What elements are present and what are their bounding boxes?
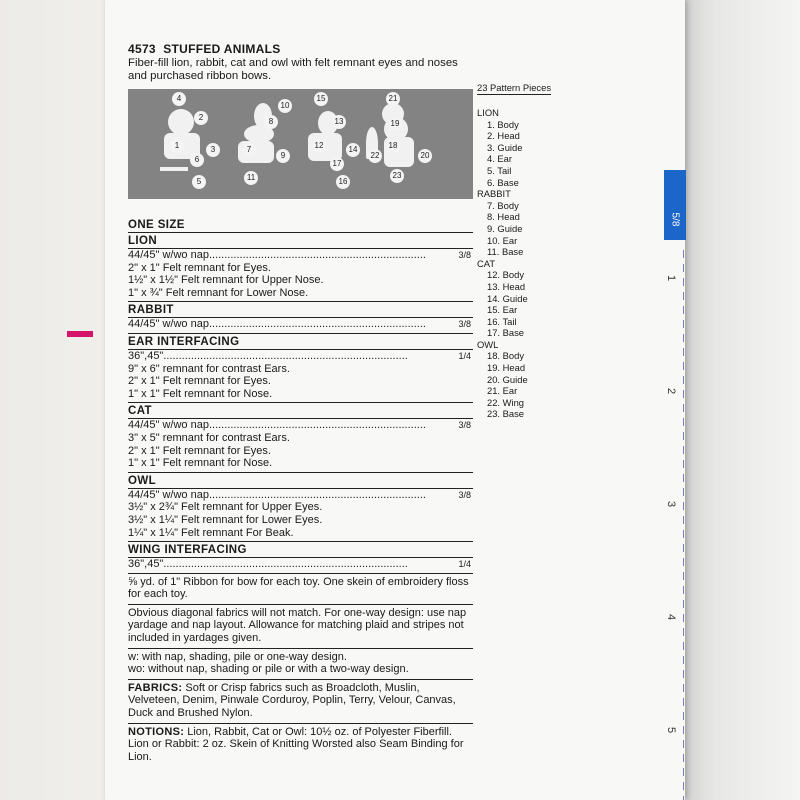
piece-number: 2 <box>194 111 208 125</box>
piece-number: 11 <box>244 171 258 185</box>
cat-line: 44/45" w/wo nap....................................................................... 3/8 <box>128 419 471 432</box>
ruler-tick-line <box>683 250 684 800</box>
pattern-piece-item: 16. Tail <box>487 315 517 327</box>
piece-number: 16 <box>336 175 350 189</box>
owl-line: 44/45" w/wo nap....................................................................... 3/8 <box>128 488 471 501</box>
fabrics-text: Soft or Crisp fabrics such as Broadcloth, Muslin, Velveteen, Denim, Pinwale Corduroy, Poplin, Terry, Velour, Canvas, Duck and Brushed Nylon. <box>128 681 456 720</box>
piece-number: 14 <box>346 143 360 157</box>
pattern-piece-item: 4. Ear <box>487 153 513 165</box>
pattern-pieces-title: 23 Pattern Pieces <box>477 82 552 93</box>
cat-line: 1" x 1" Felt remnant for Nose. <box>128 457 273 470</box>
pattern-number: 4573 <box>128 42 156 56</box>
pattern-piece-item: 1. Body <box>487 118 519 130</box>
cat-block <box>128 419 473 472</box>
piece-number: 21 <box>386 92 400 106</box>
pattern-piece-item: 23. Base <box>487 408 525 420</box>
pattern-group-heading: LION <box>477 107 499 118</box>
lion-line: 1" x ¾" Felt remnant for Lower Nose. <box>128 286 309 299</box>
piece-number: 18 <box>386 139 400 153</box>
lion-block <box>128 249 473 302</box>
blue-ruler-tab <box>664 170 686 240</box>
pattern-piece-item: 15. Ear <box>487 304 518 316</box>
background-left <box>0 0 110 800</box>
ruler-number: 1 <box>665 274 678 282</box>
pattern-piece-item: 6. Base <box>487 176 519 188</box>
ear-interfacing-line: 9" x 6" remnant for contrast Ears. <box>128 362 290 375</box>
pattern-piece-item: 22. Wing <box>487 396 524 408</box>
nap-notes <box>128 649 473 680</box>
owl-line: 3½" x 1¼" Felt remnant for Lower Eyes. <box>128 513 323 526</box>
ruler-number: 3 <box>665 500 678 508</box>
pattern-piece-item: 9. Guide <box>487 222 523 234</box>
piece-number: 22 <box>368 149 382 163</box>
ear-interfacing-line: 1" x 1" Felt remnant for Nose. <box>128 387 273 400</box>
pattern-title: STUFFED ANIMALS <box>163 42 281 56</box>
notions-section <box>128 724 473 767</box>
diagonal-fabric-note: Obvious diagonal fabrics will not match. For one-way design: use nap yardage and nap layout. Allowance for matching plaid and stripes not included in yardages given. <box>128 605 473 649</box>
piece-number: 12 <box>312 139 326 153</box>
piece-number: 13 <box>332 115 346 129</box>
ruler-tab-label: 5/8 <box>669 212 681 227</box>
pattern-pieces-column <box>477 78 597 420</box>
size-heading: ONE SIZE <box>128 217 473 233</box>
rabbit-heading: RABBIT <box>128 302 473 318</box>
fabrics-label: FABRICS: <box>128 681 183 694</box>
pattern-piece-item: 8. Head <box>487 211 520 223</box>
piece-number: 8 <box>264 115 278 129</box>
lion-tail-shape <box>160 167 188 171</box>
piece-number: 6 <box>190 153 204 167</box>
lion-heading: LION <box>128 233 473 249</box>
pattern-piece-item: 12. Body <box>487 269 525 281</box>
piece-number: 5 <box>192 175 206 189</box>
cat-heading: CAT <box>128 403 473 419</box>
ruler-number: 5 <box>665 726 678 734</box>
piece-number: 9 <box>276 149 290 163</box>
piece-number: 19 <box>388 117 402 131</box>
lion-line: 1½" x 1½" Felt remnant for Upper Nose. <box>128 274 324 287</box>
pattern-piece-item: 18. Body <box>487 350 525 362</box>
pattern-pieces-list <box>477 107 597 420</box>
ribbon-note: ⅝ yd. of 1" Ribbon for bow for each toy. One skein of embroidery floss for each toy. <box>128 574 473 605</box>
pattern-piece-item: 13. Head <box>487 280 526 292</box>
nap-note-without: wo: without nap, shading or pile or with a two-way design. <box>128 663 409 676</box>
pattern-description: Fiber-fill lion, rabbit, cat and owl with felt remnant eyes and noses and purchased ribbon bows. <box>128 57 458 82</box>
pattern-group-heading: OWL <box>477 338 499 350</box>
piece-number: 10 <box>278 99 292 113</box>
page-title <box>128 42 473 56</box>
notions-text: Lion, Rabbit, Cat or Owl: 10½ oz. of Polyester Fiberfill. Lion or Rabbit: 2 oz. Skein of Knitting Worsted also Seam Binding for Lion. <box>128 725 464 763</box>
owl-block <box>128 489 473 542</box>
piece-number: 15 <box>314 92 328 106</box>
pattern-group-heading: RABBIT <box>477 188 511 200</box>
wing-interfacing-block <box>128 558 473 574</box>
pattern-piece-item: 3. Guide <box>487 141 523 153</box>
lion-line: 44/45" w/wo nap....................................................................... 3/8 <box>128 249 471 261</box>
owl-line: 3½" x 2¾" Felt remnant for Upper Eyes. <box>128 501 323 514</box>
cat-line: 3" x 5" remnant for contrast Ears. <box>128 431 290 444</box>
fabrics-section <box>128 680 473 724</box>
ruler-number: 4 <box>665 613 678 621</box>
pattern-piece-item: 7. Body <box>487 199 519 211</box>
background-right <box>680 0 800 800</box>
notions-label: NOTIONS: <box>128 725 185 738</box>
pattern-piece-item: 19. Head <box>487 362 526 374</box>
magenta-tab-marker <box>67 331 93 337</box>
piece-number: 23 <box>390 169 404 183</box>
piece-number: 4 <box>172 92 186 106</box>
ruler-number: 2 <box>665 387 678 395</box>
pattern-piece-item: 21. Ear <box>487 385 518 397</box>
pattern-piece-item: 14. Guide <box>487 292 528 304</box>
cat-line: 2" x 1" Felt remnant for Eyes. <box>128 444 271 457</box>
wing-interfacing-heading: WING INTERFACING <box>128 542 473 558</box>
piece-number: 17 <box>330 157 344 171</box>
rabbit-block <box>128 318 473 334</box>
pattern-illustration <box>128 89 473 199</box>
pattern-piece-item: 2. Head <box>487 130 520 142</box>
piece-number: 20 <box>418 149 432 163</box>
nap-note-with: w: with nap, shading, pile or one-way design. <box>128 650 347 663</box>
pattern-piece-item: 5. Tail <box>487 164 512 176</box>
piece-number: 1 <box>170 139 184 153</box>
pattern-piece-item: 17. Base <box>487 327 525 339</box>
ear-interfacing-heading: EAR INTERFACING <box>128 334 473 350</box>
lion-line: 2" x 1" Felt remnant for Eyes. <box>128 261 271 274</box>
pattern-piece-item: 10. Ear <box>487 234 518 246</box>
owl-line: 1¼" x 1¼" Felt remnant For Beak. <box>128 526 294 539</box>
piece-number: 7 <box>242 143 256 157</box>
pattern-group-heading: CAT <box>477 257 496 269</box>
ear-interfacing-block <box>128 350 473 403</box>
piece-number: 3 <box>206 143 220 157</box>
ear-interfacing-line: 2" x 1" Felt remnant for Eyes. <box>128 375 271 388</box>
owl-heading: OWL <box>128 473 473 489</box>
lion-head-shape <box>168 109 194 135</box>
rabbit-line: 44/45" w/wo nap....................................................................... 3/8 <box>128 318 471 331</box>
pattern-piece-item: 20. Guide <box>487 373 528 385</box>
left-column <box>128 42 473 766</box>
pattern-piece-item: 11. Base <box>487 246 524 258</box>
wing-interfacing-line: 36",45"................................................................................ 1/4 <box>128 558 471 571</box>
ear-interfacing-line: 36",45"................................................................................ 1/4 <box>128 349 471 362</box>
